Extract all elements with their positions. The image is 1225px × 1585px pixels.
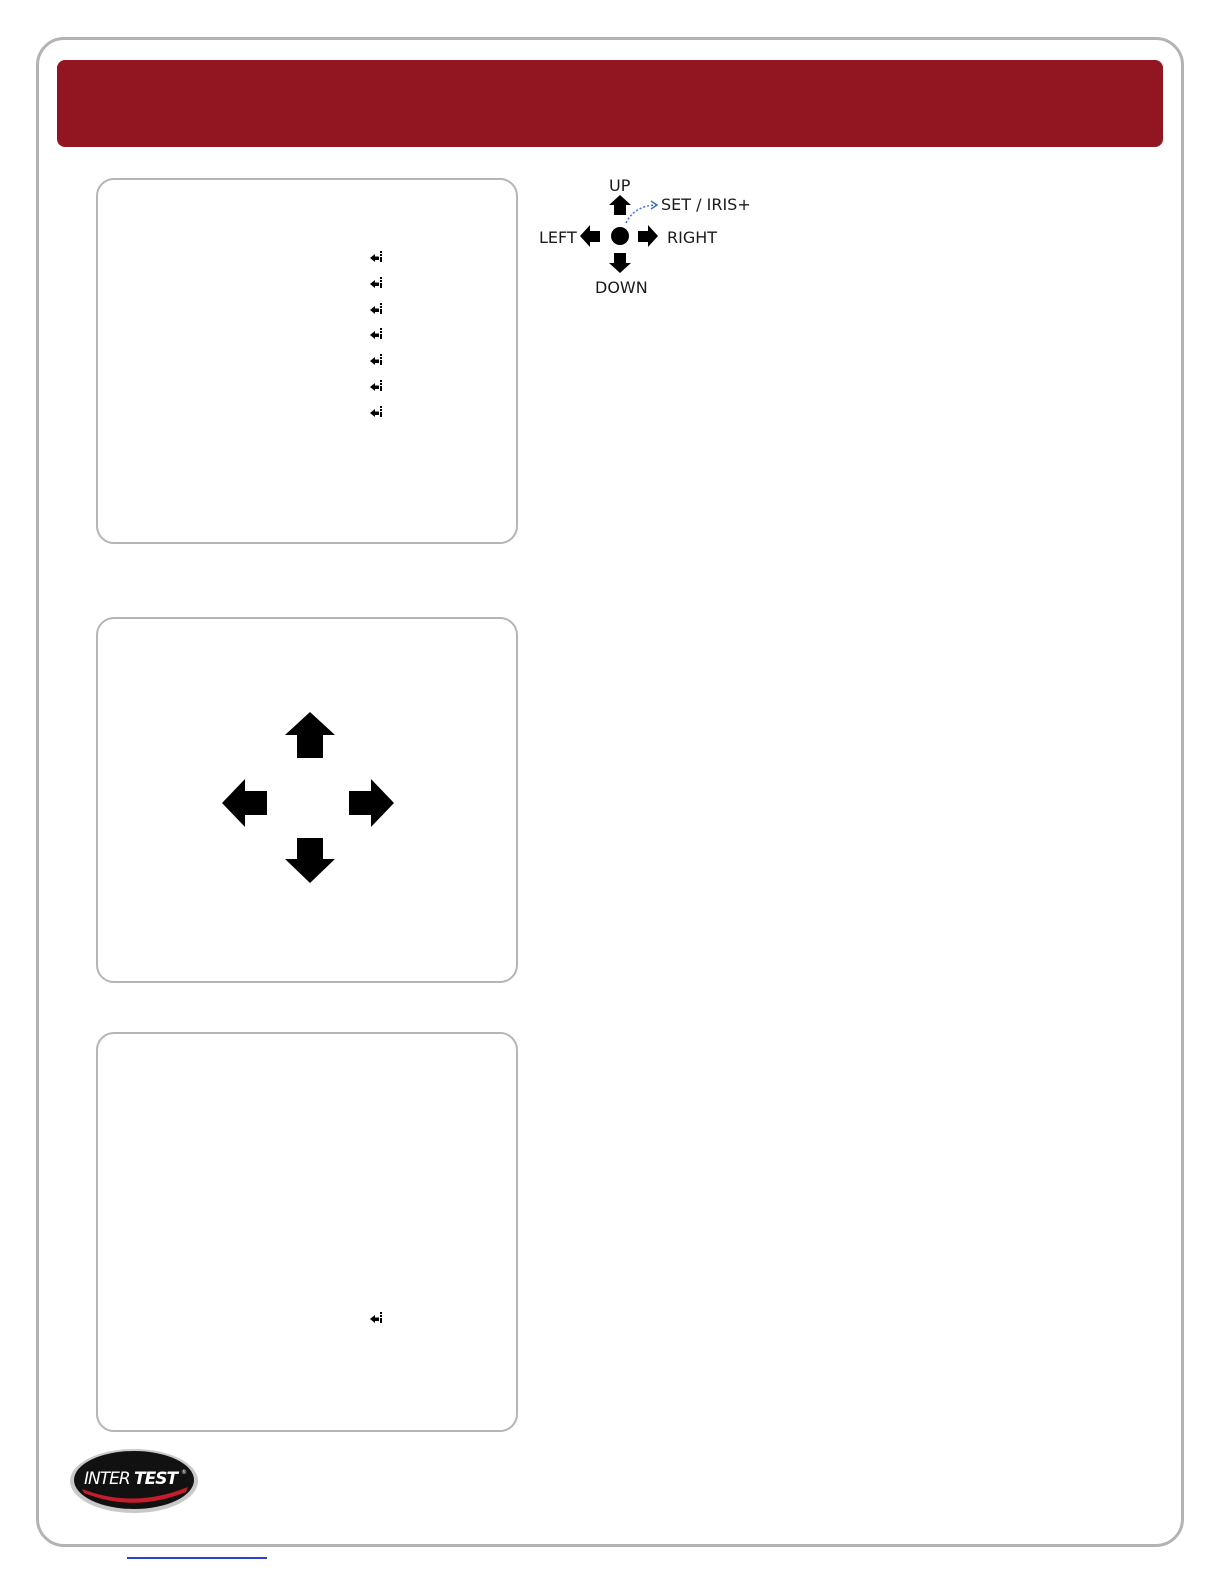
arrow-left-icon: [580, 225, 600, 247]
enter-return-icon: [368, 351, 384, 367]
joystick-legend: [530, 170, 770, 305]
arrow-down-icon: [285, 838, 335, 883]
arrow-right-icon: [638, 225, 658, 247]
arrow-down-icon: [609, 253, 631, 273]
enter-return-icon: [368, 403, 384, 419]
submenu-screen-panel: [96, 1032, 518, 1432]
header-bar: [57, 60, 1163, 147]
enter-return-icon: [368, 325, 384, 341]
svg-text:TEST: TEST: [134, 1469, 178, 1489]
menu-screen-panel: [96, 178, 518, 544]
joystick-center-icon: [611, 227, 629, 245]
arrow-up-icon: [609, 195, 631, 215]
enter-return-icon: [368, 274, 384, 290]
press-arrow-icon: [626, 205, 656, 223]
legend-up-label: UP: [609, 176, 631, 195]
legend-down-label: DOWN: [595, 278, 648, 297]
arrow-up-icon: [285, 712, 335, 758]
arrow-pad-panel: [96, 617, 518, 983]
legend-left-label: LEFT: [539, 228, 577, 247]
intertest-logo: [68, 1447, 200, 1515]
arrow-pad-graphic: [98, 619, 516, 981]
enter-return-icon: [368, 1309, 384, 1325]
legend-set-label: SET / IRIS+: [661, 195, 751, 214]
svg-text:®: ®: [181, 1469, 187, 1476]
arrow-right-icon: [349, 779, 394, 827]
enter-return-icon: [368, 300, 384, 316]
footer-link-underline[interactable]: [127, 1557, 267, 1559]
enter-return-icon: [368, 248, 384, 264]
legend-right-label: RIGHT: [667, 228, 718, 247]
enter-return-icon: [368, 377, 384, 393]
svg-text:INTER: INTER: [84, 1469, 130, 1489]
arrow-left-icon: [222, 779, 267, 827]
